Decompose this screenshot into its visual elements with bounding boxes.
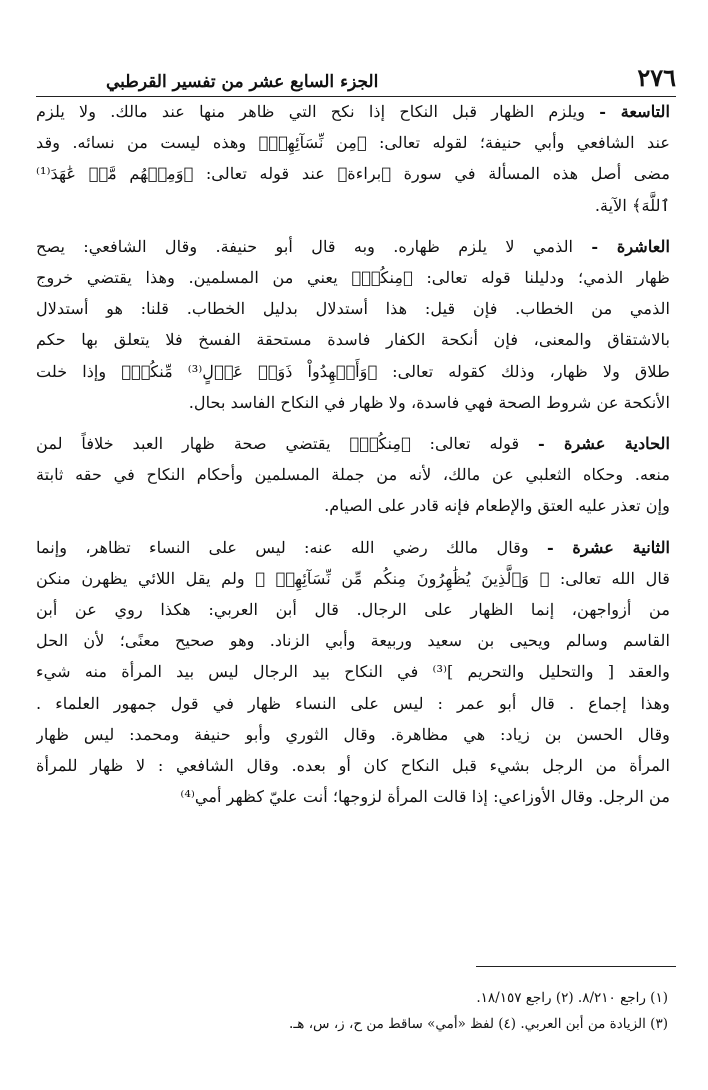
- paragraph-eleventh: [36, 428, 670, 522]
- text-line: قال الله تعالى: ﴿ وَٱلَّذِينَ يُظَٰهِرُونَ مِنكُم مِّن نِّسَآئِهِمۡ ﴾ ولم يقل اللائي يظهرن منكن: [36, 568, 670, 588]
- text-line: المرأة من الرجل بشيء قبل النكاح كان أو بعده. وقال الشافعي : لا ظهار للمرأة: [36, 756, 670, 776]
- paragraph-twelfth: [36, 532, 670, 813]
- running-title: الجزء السابع عشر من تفسير القرطبي: [106, 72, 379, 92]
- text-line: من أزواجهن، إنما الظهار على الرجال. قال أبن العربي: هكذا روي عن أبن: [36, 600, 670, 620]
- text-line: ٱللَّهَ﴾ الآية.: [594, 195, 670, 215]
- paragraph-ninth: [36, 96, 670, 221]
- text-line: الأنكحة عن شروط الصحة فهي فاسدة، ولا ظهار في النكاح الفاسد بحال.: [188, 392, 670, 412]
- footnote-row: (٣) الزيادة من أبن العربي. (٤) لفظ «أمي» ساقط من ح، ز، س، هـ.: [289, 1016, 668, 1032]
- text-line: وهذا إجماع . قال أبو عمر : ليس على النساء ظهار في قول جمهور العلماء .: [36, 693, 670, 713]
- text-line: القاسم وسالم ويحيى بن سعيد وربيعة وأبي الزناد. وهو صحيح معنًى؛ لأن الحل: [36, 631, 670, 651]
- text-line: بالاشتقاق والمعنى، فإن أنكحة الكفار فاسدة مستحقة الفسخ فلا يتعلق بها حكم: [36, 330, 670, 350]
- text-line: الذمي من الخطاب. فإن قيل: هذا أستدلال بدليل الخطاب. قلنا: هو أستدلال: [36, 299, 670, 319]
- text-line: منعه. وحكاه الثعلبي عن مالك، لأنه من جملة المسلمين وأحكام النكاح في حقه ثابتة: [36, 465, 670, 485]
- page-header: [36, 60, 676, 97]
- paragraph-tenth: [36, 231, 670, 418]
- footnote-separator: [476, 966, 676, 967]
- text-line: الثانية عشرة - وقال مالك رضي الله عنه: ليس على النساء تظاهر، وإنما: [36, 537, 670, 557]
- text-line: الحادية عشرة - قوله تعالى: ﴿مِنكُمۡ﴾ يقتضي صحة ظهار العبد خلافاً لمن: [36, 434, 670, 454]
- text-line: العاشرة - الذمي لا يلزم ظهاره. وبه قال أبو حنيفة. وقال الشافعي: يصح: [36, 236, 670, 256]
- section-heading: العاشرة -: [591, 236, 670, 256]
- text-line: من الرجل. وقال الأوزاعي: إذا قالت المرأة لزوجها؛ أنت عليّ كظهر أمي⁽⁴⁾: [180, 787, 670, 807]
- text-line: وإن تعذر عليه العتق والإطعام فإنه قادر على الصيام.: [324, 496, 670, 516]
- page-body: [36, 96, 670, 822]
- footnotes: [40, 985, 668, 1037]
- section-heading: الحادية عشرة -: [537, 434, 670, 454]
- text-line: ظهار الذمي؛ ودليلنا قوله تعالى: ﴿مِنكُمۡ﴾ يعني من المسلمين. وهذا يقتضي خروج: [36, 268, 670, 288]
- text-line: عند الشافعي وأبي حنيفة؛ لقوله تعالى: ﴿مِن نِّسَآئِهِمۡ﴾ وهذه ليست من نسائه. وقد: [36, 133, 670, 153]
- text-line: والعقد [ والتحليل والتحريم ]⁽³⁾ في النكاح بيد الرجال ليس بيد المرأة منه شيء: [36, 662, 670, 682]
- text-line: وقال الحسن بن زياد: هي مظاهرة. وقال الثوري وأبو حنيفة ومحمد: ليس ظهار: [36, 724, 670, 744]
- section-heading: الثانية عشرة -: [546, 537, 670, 557]
- text-line: مضى أصل هذه المسألة في سورة ﴿براءة﴾ عند قوله تعالى: ﴿وَمِنۡهُم مَّنۡ عَٰهَدَ⁽¹⁾: [36, 164, 670, 184]
- text-line: طلاق ولا ظهار، وذلك كقوله تعالى: ﴿وَأَشۡهِدُواْ ذَوَيۡ عَدۡلٍ⁽³⁾ مِّنكُمۡ﴾ وإذا خلت: [36, 361, 670, 381]
- footnote-row: (١) راجع ٨/٢١٠. (٢) راجع ١٨/١٥٧.: [476, 990, 668, 1006]
- section-heading: التاسعة -: [599, 102, 670, 121]
- page-number: ٢٧٦: [637, 63, 676, 92]
- text-line: التاسعة - ويلزم الظهار قبل النكاح إذا نكح التي ظاهر منها عند مالك. ولا يلزم: [36, 102, 670, 121]
